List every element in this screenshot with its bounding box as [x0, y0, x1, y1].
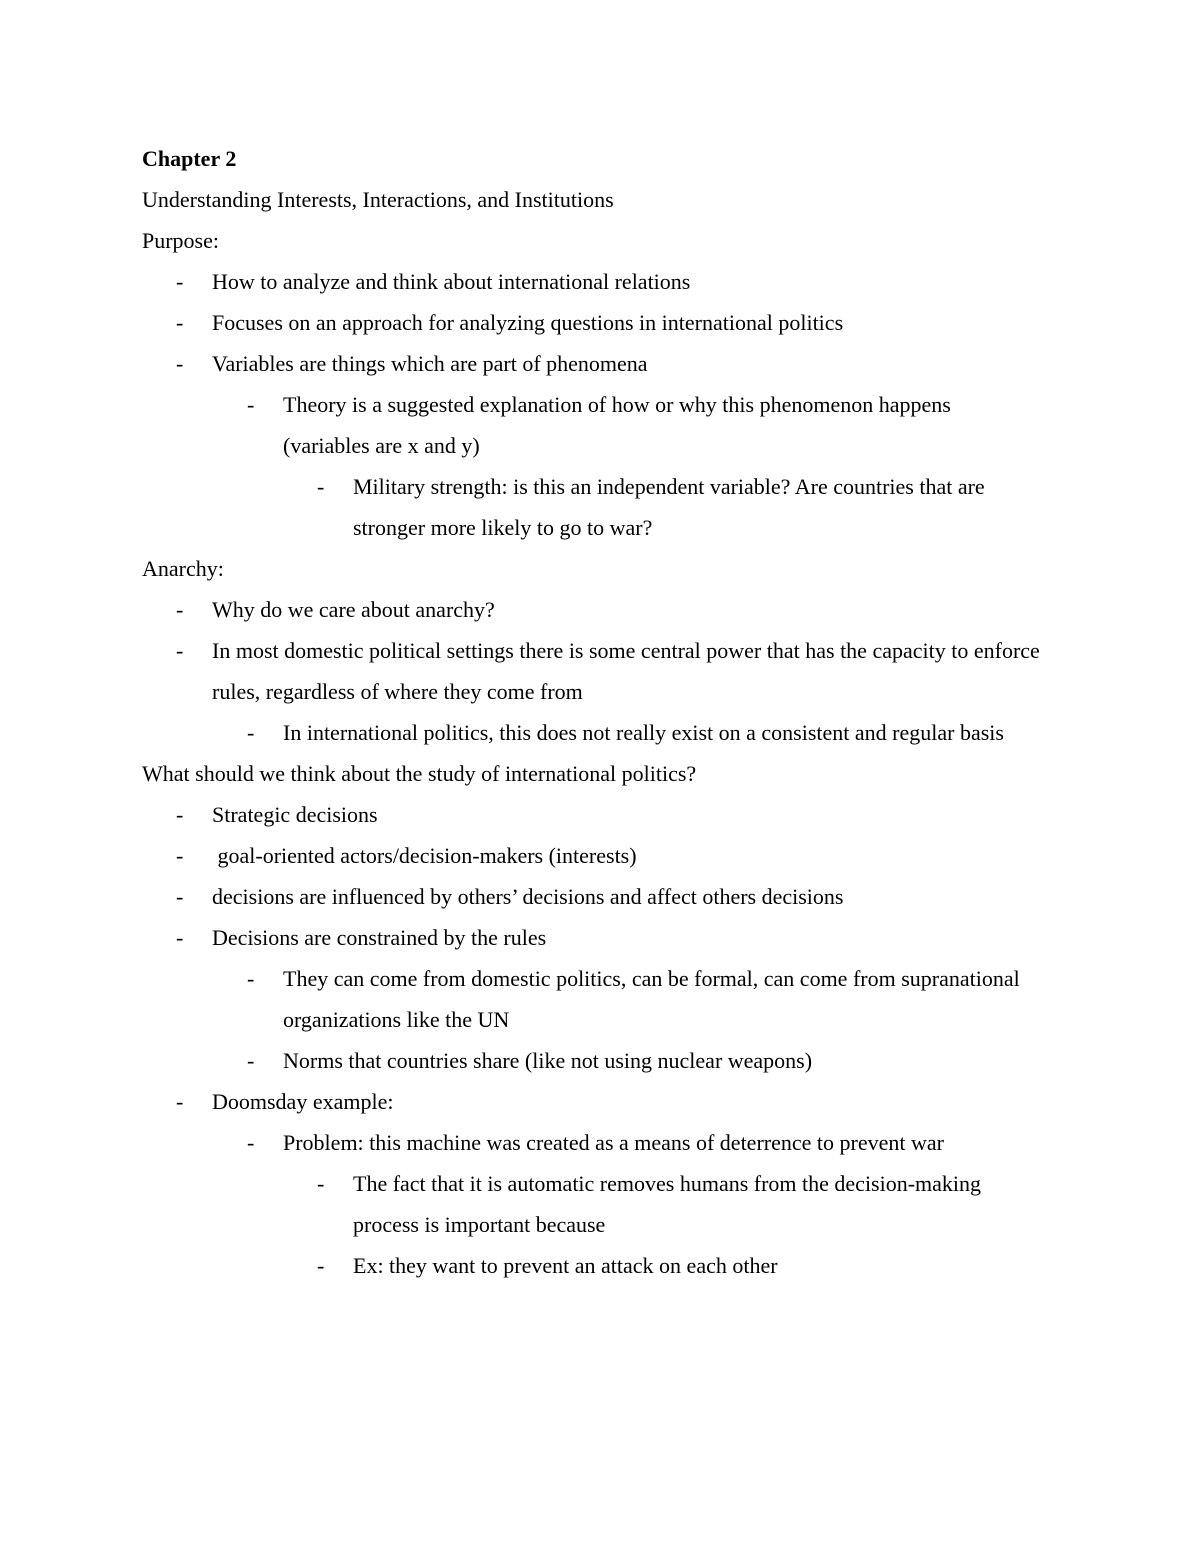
- bullet-dash: -: [176, 843, 184, 868]
- list-item-text: Variables are things which are part of phenomena: [212, 351, 648, 376]
- purpose-heading: Purpose:: [142, 228, 219, 253]
- list-item-text: Strategic decisions: [212, 802, 378, 827]
- bullet-dash: -: [176, 638, 184, 663]
- bullet-dash: -: [317, 1253, 325, 1278]
- list-item-text: Military strength: is this an independent variable? Are countries that are stronger more likely to go to war?: [353, 474, 985, 540]
- list-item: [142, 917, 1042, 958]
- bullet-dash: -: [176, 884, 184, 909]
- list-item-text: goal-oriented actors/decision-makers (interests): [212, 843, 637, 868]
- list-item-text: In international politics, this does not really exist on a consistent and regular basis: [283, 720, 1004, 745]
- list-item: [142, 630, 1042, 712]
- bullet-dash: -: [247, 720, 255, 745]
- chapter-subtitle: Understanding Interests, Interactions, and Institutions: [142, 187, 614, 212]
- list-item: [142, 1081, 1042, 1122]
- list-item: [142, 835, 1042, 876]
- bullet-dash: -: [176, 802, 184, 827]
- list-item-text: Why do we care about anarchy?: [212, 597, 495, 622]
- list-item: [142, 1122, 1042, 1163]
- list-item-text: Problem: this machine was created as a means of deterrence to prevent war: [283, 1130, 944, 1155]
- list-item-text: decisions are influenced by others’ decisions and affect others decisions: [212, 884, 844, 909]
- list-item-text: Ex: they want to prevent an attack on each other: [353, 1253, 778, 1278]
- bullet-dash: -: [176, 269, 184, 294]
- bullet-dash: -: [247, 1130, 255, 1155]
- list-item-text: Theory is a suggested explanation of how or why this phenomenon happens (variables are x and y): [283, 392, 951, 458]
- list-item-text: They can come from domestic politics, can be formal, can come from supranational organizations like the UN: [283, 966, 1020, 1032]
- bullet-dash: -: [317, 1171, 325, 1196]
- list-item-text: Doomsday example:: [212, 1089, 394, 1114]
- list-item: [142, 384, 1042, 466]
- list-item: [142, 1163, 1042, 1245]
- bullet-dash: -: [317, 474, 325, 499]
- list-item-text: In most domestic political settings there is some central power that has the capacity to enforce rules, regardless of where they come from: [212, 638, 1040, 704]
- bullet-dash: -: [176, 1089, 184, 1114]
- list-item: [142, 589, 1042, 630]
- bullet-dash: -: [176, 597, 184, 622]
- list-item-text: Focuses on an approach for analyzing questions in international politics: [212, 310, 844, 335]
- list-item: [142, 261, 1042, 302]
- list-item: [142, 712, 1042, 753]
- list-item-text: Norms that countries share (like not using nuclear weapons): [283, 1048, 813, 1073]
- document-page: [142, 138, 1042, 1286]
- bullet-dash: -: [247, 966, 255, 991]
- bullet-dash: -: [176, 351, 184, 376]
- anarchy-heading: Anarchy:: [142, 556, 224, 581]
- list-item: [142, 1040, 1042, 1081]
- bullet-dash: -: [176, 310, 184, 335]
- list-item-text: The fact that it is automatic removes humans from the decision-making process is important because: [353, 1171, 982, 1237]
- bullet-dash: -: [247, 1048, 255, 1073]
- list-item: [142, 794, 1042, 835]
- list-item: [142, 876, 1042, 917]
- list-item: [142, 958, 1042, 1040]
- list-item: [142, 302, 1042, 343]
- chapter-title: Chapter 2: [142, 146, 237, 171]
- list-item: [142, 466, 1042, 548]
- list-item-text: How to analyze and think about international relations: [212, 269, 691, 294]
- bullet-dash: -: [176, 925, 184, 950]
- list-item: [142, 1245, 1042, 1286]
- study-heading: What should we think about the study of international politics?: [142, 761, 697, 786]
- list-item-text: Decisions are constrained by the rules: [212, 925, 547, 950]
- bullet-dash: -: [247, 392, 255, 417]
- list-item: [142, 343, 1042, 384]
